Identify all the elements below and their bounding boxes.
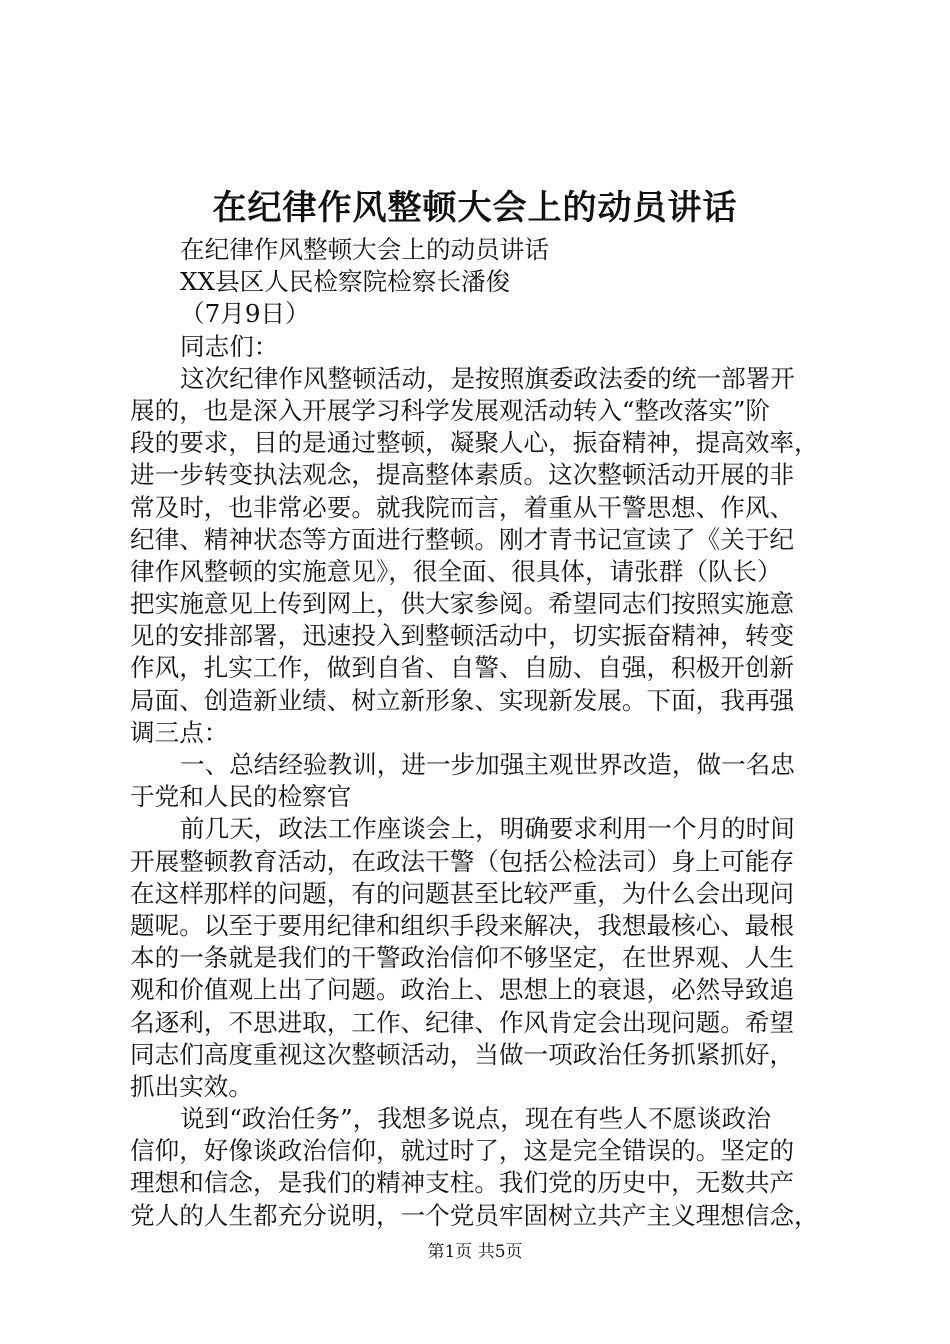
- paragraph-line: 名逐利，不思进取，工作、纪律、作风肯定会出现问题。希望: [130, 1007, 795, 1037]
- page-number-footer: 第1页 共5页: [427, 1242, 523, 1262]
- document-body: [130, 234, 832, 1232]
- paragraph-line: 题呢。以至于要用纪律和组织手段来解决，我想最核心、最根: [130, 910, 795, 940]
- paragraph-line: 信仰，好像谈政治信仰，就过时了，这是完全错误的。坚定的: [130, 1136, 795, 1166]
- subtitle-line: 在纪律作风整顿大会上的动员讲话: [180, 235, 549, 264]
- paragraph-line: 作风，扎实工作，做到自省、自警、自励、自强，积极开创新: [130, 653, 795, 683]
- paragraph-line: 观和价值观上出了问题。政治上、思想上的衰退，必然导致追: [130, 975, 795, 1005]
- document-title: 在纪律作风整顿大会上的动员讲话: [212, 188, 738, 228]
- paragraph-line: 展的，也是深入开展学习科学发展观活动转入“整改落实”阶: [130, 395, 770, 425]
- date-line: （7月9日）: [180, 299, 310, 329]
- paragraph-line: 前几天，政法工作座谈会上，明确要求利用一个月的时间: [180, 814, 795, 844]
- paragraph-line: 抓出实效。: [130, 1071, 253, 1101]
- salutation-line: 同志们：: [180, 331, 279, 361]
- section-heading-line: 于党和人民的检察官: [130, 782, 352, 812]
- section-heading-line: 一、总结经验教训，进一步加强主观世界改造，做一名忠: [180, 750, 795, 779]
- paragraph-line: 说到“政治任务”，我想多说点，现在有些人不愿谈政治: [180, 1104, 771, 1134]
- paragraph-line: 开展整顿教育活动，在政法干警（包括公检法司）身上可能存: [130, 846, 795, 876]
- paragraph-line: 党人的人生都充分说明，一个党员牢固树立共产主义理想信念，: [130, 1200, 819, 1230]
- paragraph-line: 局面、创造新业绩、树立新形象、实现新发展。下面，我再强: [130, 685, 795, 715]
- paragraph-line: 同志们高度重视这次整顿活动，当做一项政治任务抓紧抓好，: [130, 1039, 795, 1069]
- paragraph-line: 段的要求，目的是通过整顿，凝聚人心，振奋精神，提高效率，: [130, 428, 819, 458]
- paragraph-line: 常及时，也非常必要。就我院而言，着重从干警思想、作风、: [130, 492, 795, 522]
- paragraph-line: 纪律、精神状态等方面进行整顿。刚才青书记宣读了《关于纪: [130, 524, 795, 554]
- paragraph-line: 这次纪律作风整顿活动，是按照旗委政法委的统一部署开: [180, 363, 795, 393]
- author-line: XX县区人民检察院检察长潘俊: [180, 267, 511, 297]
- paragraph-line: 在这样那样的问题，有的问题甚至比较严重，为什么会出现问: [130, 878, 795, 908]
- paragraph-line: 见的安排部署，迅速投入到整顿活动中，切实振奋精神，转变: [130, 621, 795, 651]
- paragraph-line: 本的一条就是我们的干警政治信仰不够坚定，在世界观、人生: [130, 943, 795, 973]
- paragraph-line: 调三点：: [130, 717, 229, 747]
- paragraph-line: 律作风整顿的实施意见》，很全面、很具体，请张群（队长）: [130, 556, 782, 586]
- paragraph-line: 把实施意见上传到网上，供大家参阅。希望同志们按照实施意: [130, 589, 795, 619]
- paragraph-line: 进一步转变执法观念，提高整体素质。这次整顿活动开展的非: [130, 460, 795, 490]
- paragraph-line: 理想和信念，是我们的精神支柱。我们党的历史中，无数共产: [130, 1168, 795, 1198]
